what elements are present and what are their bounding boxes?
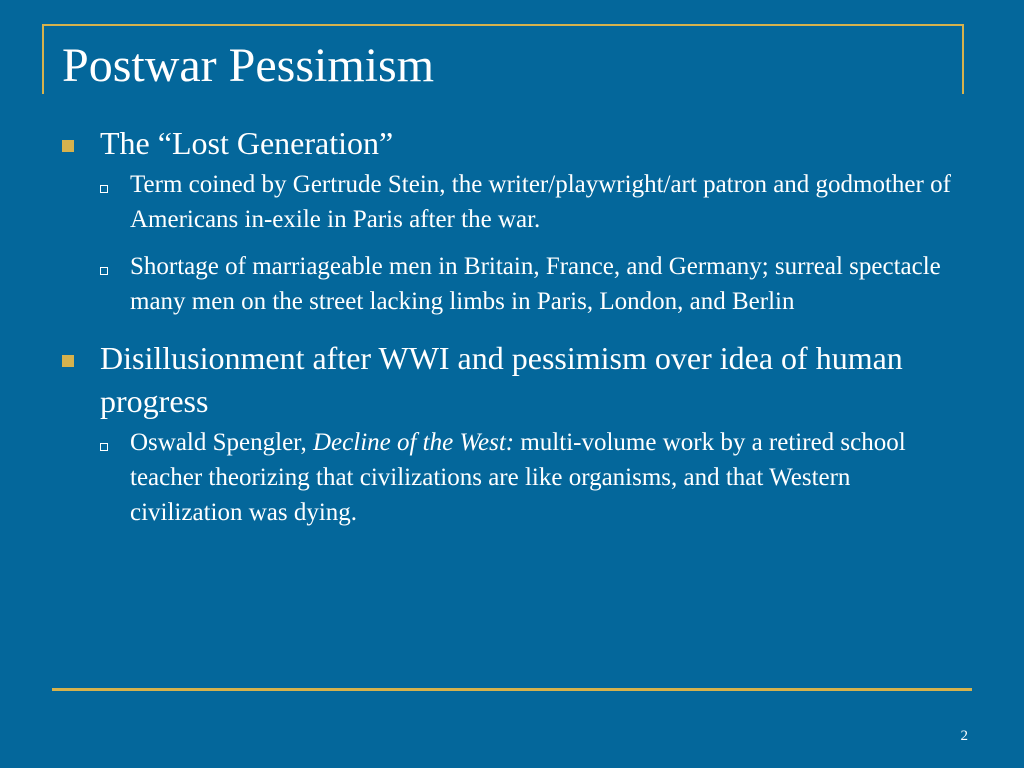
bullet-item [62, 337, 962, 423]
bullet-text: Disillusionment after WWI and pessimism over idea of human progress [100, 340, 903, 419]
title-frame-top-rule [42, 24, 964, 26]
slide-title: Postwar Pessimism [62, 39, 435, 92]
sub-bullet-text [130, 425, 962, 530]
title-frame-left-rule [42, 24, 44, 94]
square-bullet-icon [62, 140, 74, 152]
page-number: 2 [960, 728, 968, 744]
bullet-text: The “Lost Generation” [100, 125, 394, 161]
sub-bullet-text-post: multi-volume work by a retired school teacher theorizing that civilizations are like organisms, and that Western civilization was dying. [130, 429, 906, 526]
sub-bullet-text: Term coined by Gertrude Stein, the writer/playwright/art patron and godmother of Americans in-exile in Paris after the war. [130, 171, 951, 233]
bullet-item [62, 122, 962, 165]
book-title: Decline of the West: [313, 429, 515, 456]
hollow-square-bullet-icon [100, 267, 108, 275]
sub-bullet-text-pre: Oswald Spengler, [130, 429, 313, 456]
sub-bullet-item [100, 249, 962, 319]
hollow-square-bullet-icon [100, 185, 108, 193]
sub-bullet-text: Shortage of marriageable men in Britain, France, and Germany; surreal spectacle many men on the street lacking limbs in Paris, London, and Berlin [130, 253, 941, 315]
footer-rule [52, 688, 972, 691]
hollow-square-bullet-icon [100, 443, 108, 451]
slide-body [62, 122, 962, 542]
square-bullet-icon [62, 355, 74, 367]
sub-bullet-item [100, 167, 962, 237]
sub-bullet-item [100, 425, 962, 530]
title-frame-right-rule [962, 24, 964, 94]
